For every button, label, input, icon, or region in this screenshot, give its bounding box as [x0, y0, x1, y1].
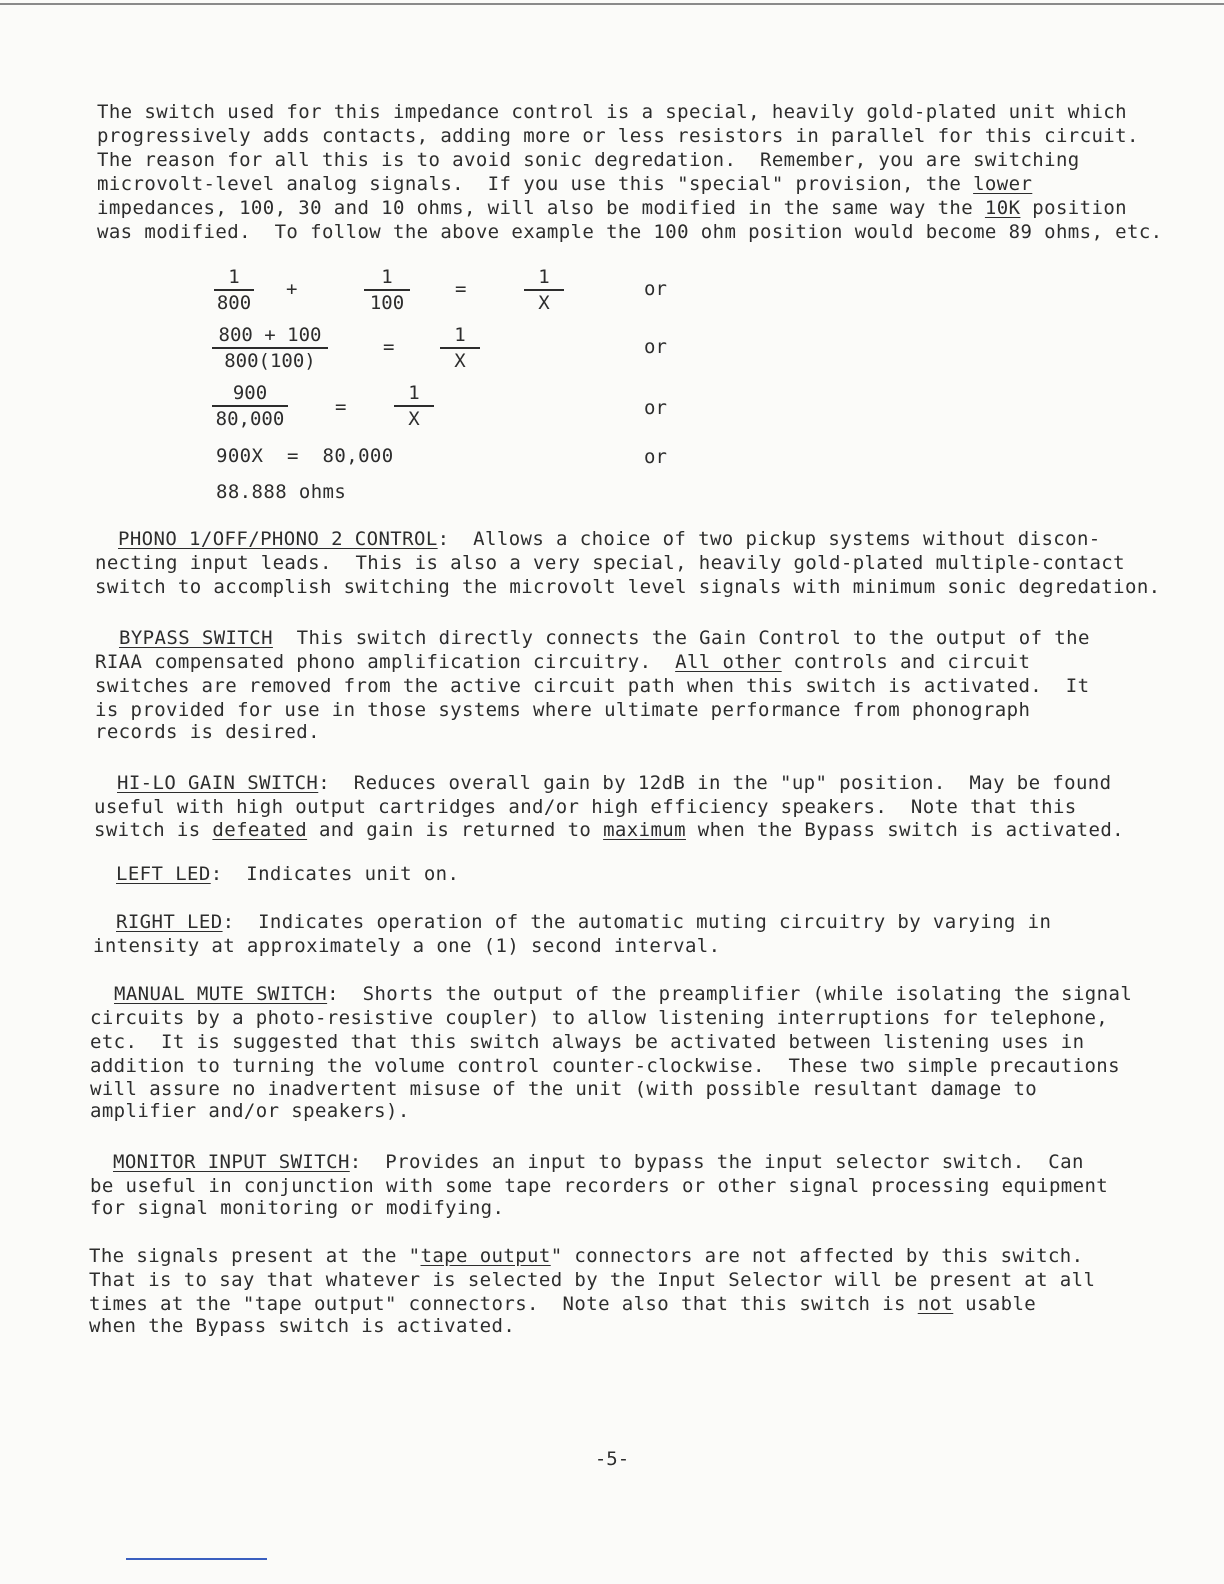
text-line: That is to say that whatever is selected by the Input Selector will be present at all — [89, 1269, 1096, 1291]
text-line: addition to turning the volume control counter-clockwise. These two simple precautions — [90, 1055, 1120, 1077]
text-line: progressively adds contacts, adding more or less resistors in parallel for this circuit. — [97, 125, 1139, 147]
section-heading: HI-LO GAIN SWITCH — [117, 772, 319, 794]
text-line: amplifier and/or speakers). — [90, 1100, 410, 1122]
fraction: 1 X — [440, 324, 480, 372]
section-heading: LEFT LED — [116, 863, 211, 885]
text-line: impedances, 100, 30 and 10 ohms, will also be modified in the same way the 10K position — [97, 197, 1128, 219]
text-line: RIGHT LED: Indicates operation of the automatic muting circuitry by varying in — [116, 911, 1052, 933]
text-line: switches are removed from the active circuit path when this switch is activated. It — [95, 675, 1090, 697]
fraction: 1 X — [394, 382, 434, 430]
fraction: 1 100 — [364, 266, 410, 314]
text-line: HI-LO GAIN SWITCH: Reduces overall gain by 12dB in the "up" position. May be found — [117, 772, 1112, 794]
or-label: or — [644, 278, 667, 300]
top-rule — [0, 3, 1224, 5]
text-line: circuits by a photo-resistive coupler) to allow listening interruptions for telephone, — [90, 1007, 1109, 1029]
underlined-text: All other — [675, 651, 782, 673]
text-line: be useful in conjunction with some tape recorders or other signal processing equipment — [90, 1175, 1109, 1197]
underlined-text: lower — [973, 173, 1033, 195]
text-line: PHONO 1/OFF/PHONO 2 CONTROL: Allows a choice of two pickup systems without discon- — [118, 528, 1101, 550]
text-line: BYPASS SWITCH This switch directly connects the Gain Control to the output of the — [119, 627, 1090, 649]
text-line: intensity at approximately a one (1) second interval. — [93, 935, 721, 957]
text-line: for signal monitoring or modifying. — [90, 1197, 505, 1219]
section-heading: BYPASS SWITCH — [119, 627, 273, 649]
underlined-text: defeated — [212, 819, 308, 841]
text-line: switch to accomplish switching the microvolt level signals with minimum sonic degredation. — [95, 576, 1161, 598]
text-line: times at the "tape output" connectors. Note also that this switch is not usable — [89, 1293, 1037, 1315]
plus-sign: + — [286, 278, 298, 300]
page-number: -5- — [594, 1448, 630, 1470]
text-line: was modified. To follow the above example the 100 ohm position would become 89 ohms, etc. — [97, 221, 1163, 243]
text-line: MONITOR INPUT SWITCH: Provides an input to bypass the input selector switch. Can — [113, 1151, 1084, 1173]
text-line: RIAA compensated phono amplification circuitry. All other controls and circuit — [95, 651, 1031, 673]
text-line: necting input leads. This is also a very special, heavily gold-plated multiple-contact — [95, 552, 1125, 574]
underlined-text: maximum — [603, 819, 686, 841]
text-line: switch is defeated and gain is returned to maximum when the Bypass switch is activated. — [94, 819, 1125, 841]
fraction: 1 800 — [214, 266, 254, 314]
underlined-text: not — [917, 1293, 954, 1315]
text-line: The signals present at the "tape output" connectors are not affected by this switch. — [89, 1245, 1084, 1267]
text-line: MANUAL MUTE SWITCH: Shorts the output of the preamplifier (while isolating the signal — [114, 983, 1133, 1005]
text-line: records is desired. — [95, 721, 320, 743]
text-line: microvolt-level analog signals. If you use this "special" provision, the lower — [97, 173, 1033, 195]
equals-sign: = — [455, 278, 467, 300]
footer-rule — [126, 1558, 267, 1560]
equals-sign: = — [383, 336, 395, 358]
fraction: 1 X — [524, 266, 564, 314]
text-line: is provided for use in those systems where ultimate performance from phonograph — [95, 699, 1031, 721]
text-line: useful with high output cartridges and/or high efficiency speakers. Note that this — [94, 796, 1077, 818]
text-line: The switch used for this impedance control is a special, heavily gold-plated unit which — [97, 101, 1127, 123]
fraction: 900 80,000 — [212, 382, 288, 430]
left-led-paragraph: LEFT LED: Indicates unit on. — [116, 863, 460, 885]
text-line: when the Bypass switch is activated. — [89, 1315, 516, 1337]
underlined-text: 10K — [984, 197, 1021, 219]
text-line: will assure no inadvertent misuse of the unit (with possible resultant damage to — [90, 1078, 1038, 1100]
underlined-text: tape output — [420, 1245, 551, 1267]
section-heading: RIGHT LED — [116, 911, 223, 933]
equation-line: 900X = 80,000 — [216, 445, 394, 467]
or-label: or — [644, 446, 667, 468]
equals-sign: = — [335, 396, 347, 418]
or-label: or — [644, 336, 667, 358]
text-line: The reason for all this is to avoid sonic degredation. Remember, you are switching — [97, 149, 1080, 171]
result-line: 88.888 ohms — [216, 481, 347, 503]
or-label: or — [644, 397, 667, 419]
text-line: etc. It is suggested that this switch always be activated between listening uses in — [90, 1031, 1085, 1053]
section-heading: MONITOR INPUT SWITCH — [113, 1151, 350, 1173]
fraction: 800 + 100 800(100) — [212, 324, 328, 372]
section-heading: MANUAL MUTE SWITCH — [114, 983, 328, 1005]
section-heading: PHONO 1/OFF/PHONO 2 CONTROL — [118, 528, 438, 550]
